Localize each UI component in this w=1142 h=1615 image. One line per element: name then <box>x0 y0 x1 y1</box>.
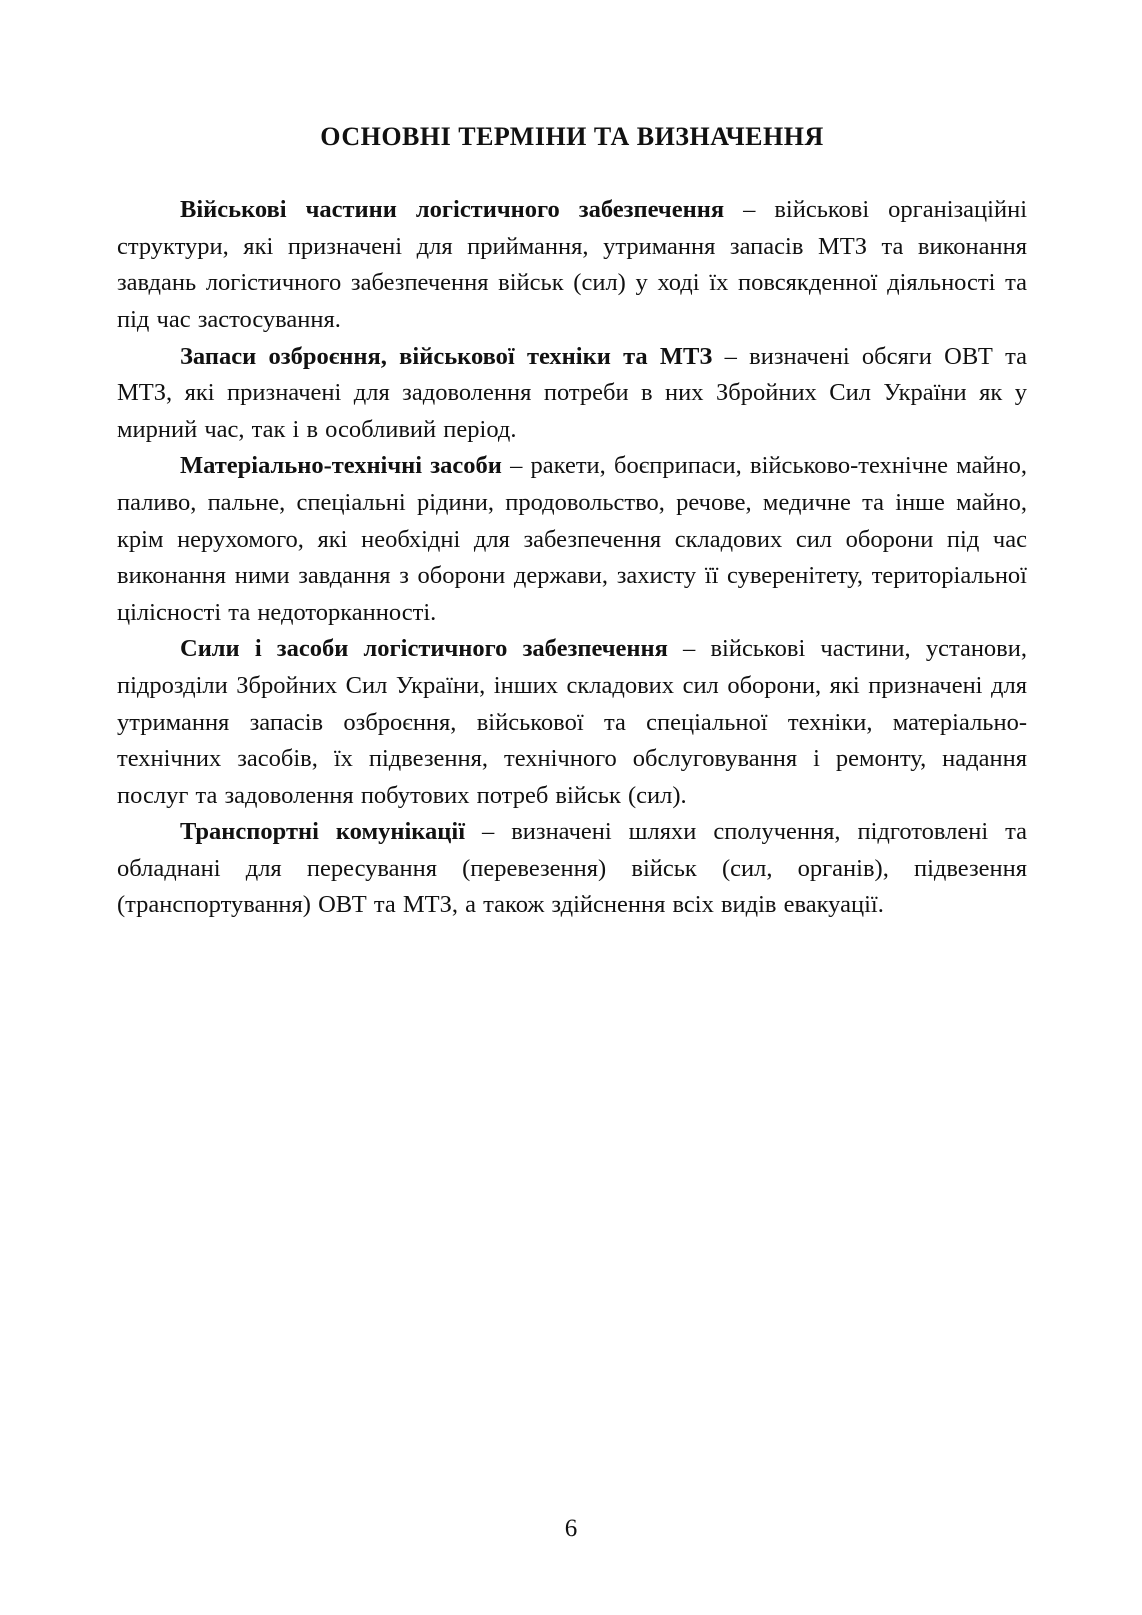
paragraph-definition <box>117 192 1027 338</box>
paragraph-definition <box>117 631 1027 814</box>
term-definition: – військові частини, установи, підрозділи Збройних Сил України, інших складових сил оборони, які призначені для утримання запасів озброєння, військової та спеціальної техніки, матеріально-технічних засобів, їх підвезення, технічного обслуговування і ремонту, надання послуг та задоволення побутових потреб військ (сил). <box>117 635 1027 809</box>
page-title: ОСНОВНІ ТЕРМІНИ ТА ВИЗНАЧЕННЯ <box>320 122 824 151</box>
term-label: Запаси озброєння, військової техніки та МТЗ <box>180 342 713 370</box>
term-definition: – ракети, боєприпаси, військово-технічне майно, паливо, пальне, спеціальні рідини, продовольство, речове, медичне та інше майно, крім нерухомого, які необхідні для забезпечення складових сил оборони під час виконання ними завдання з оборони держави, захисту її суверенітету, територіальної цілісності та недоторканності. <box>117 452 1027 626</box>
paragraph-definition <box>117 448 1027 631</box>
paragraph-definition <box>117 339 1027 449</box>
term-label: Транспортні комунікації <box>180 818 466 846</box>
term-label: Матеріально-технічні засоби <box>180 452 502 480</box>
term-definition: – визначені обсяги ОВТ та МТЗ, які призначені для задоволення потреби в них Збройних Сил України як у мирний час, так і в особливий період. <box>117 342 1028 443</box>
term-label: Сили і засоби логістичного забезпечення <box>180 635 668 663</box>
term-definition: – визначені шляхи сполучення, підготовлені та обладнані для пересування (перевезення) військ (сил, органів), підвезення (транспортування) ОВТ та МТЗ, а також здійснення всіх видів евакуації. <box>117 818 1027 919</box>
page-number: 6 <box>564 1515 578 1542</box>
term-definition: – військові організаційні структури, які призначені для приймання, утримання запасів МТЗ та виконання завдань логістичного забезпечення військ (сил) у ході їх повсякденної діяльності та під час застосування. <box>117 196 1027 333</box>
term-label: Військові частини логістичного забезпечення <box>180 196 725 224</box>
paragraph-definition <box>117 814 1027 924</box>
page-content <box>117 121 1027 924</box>
